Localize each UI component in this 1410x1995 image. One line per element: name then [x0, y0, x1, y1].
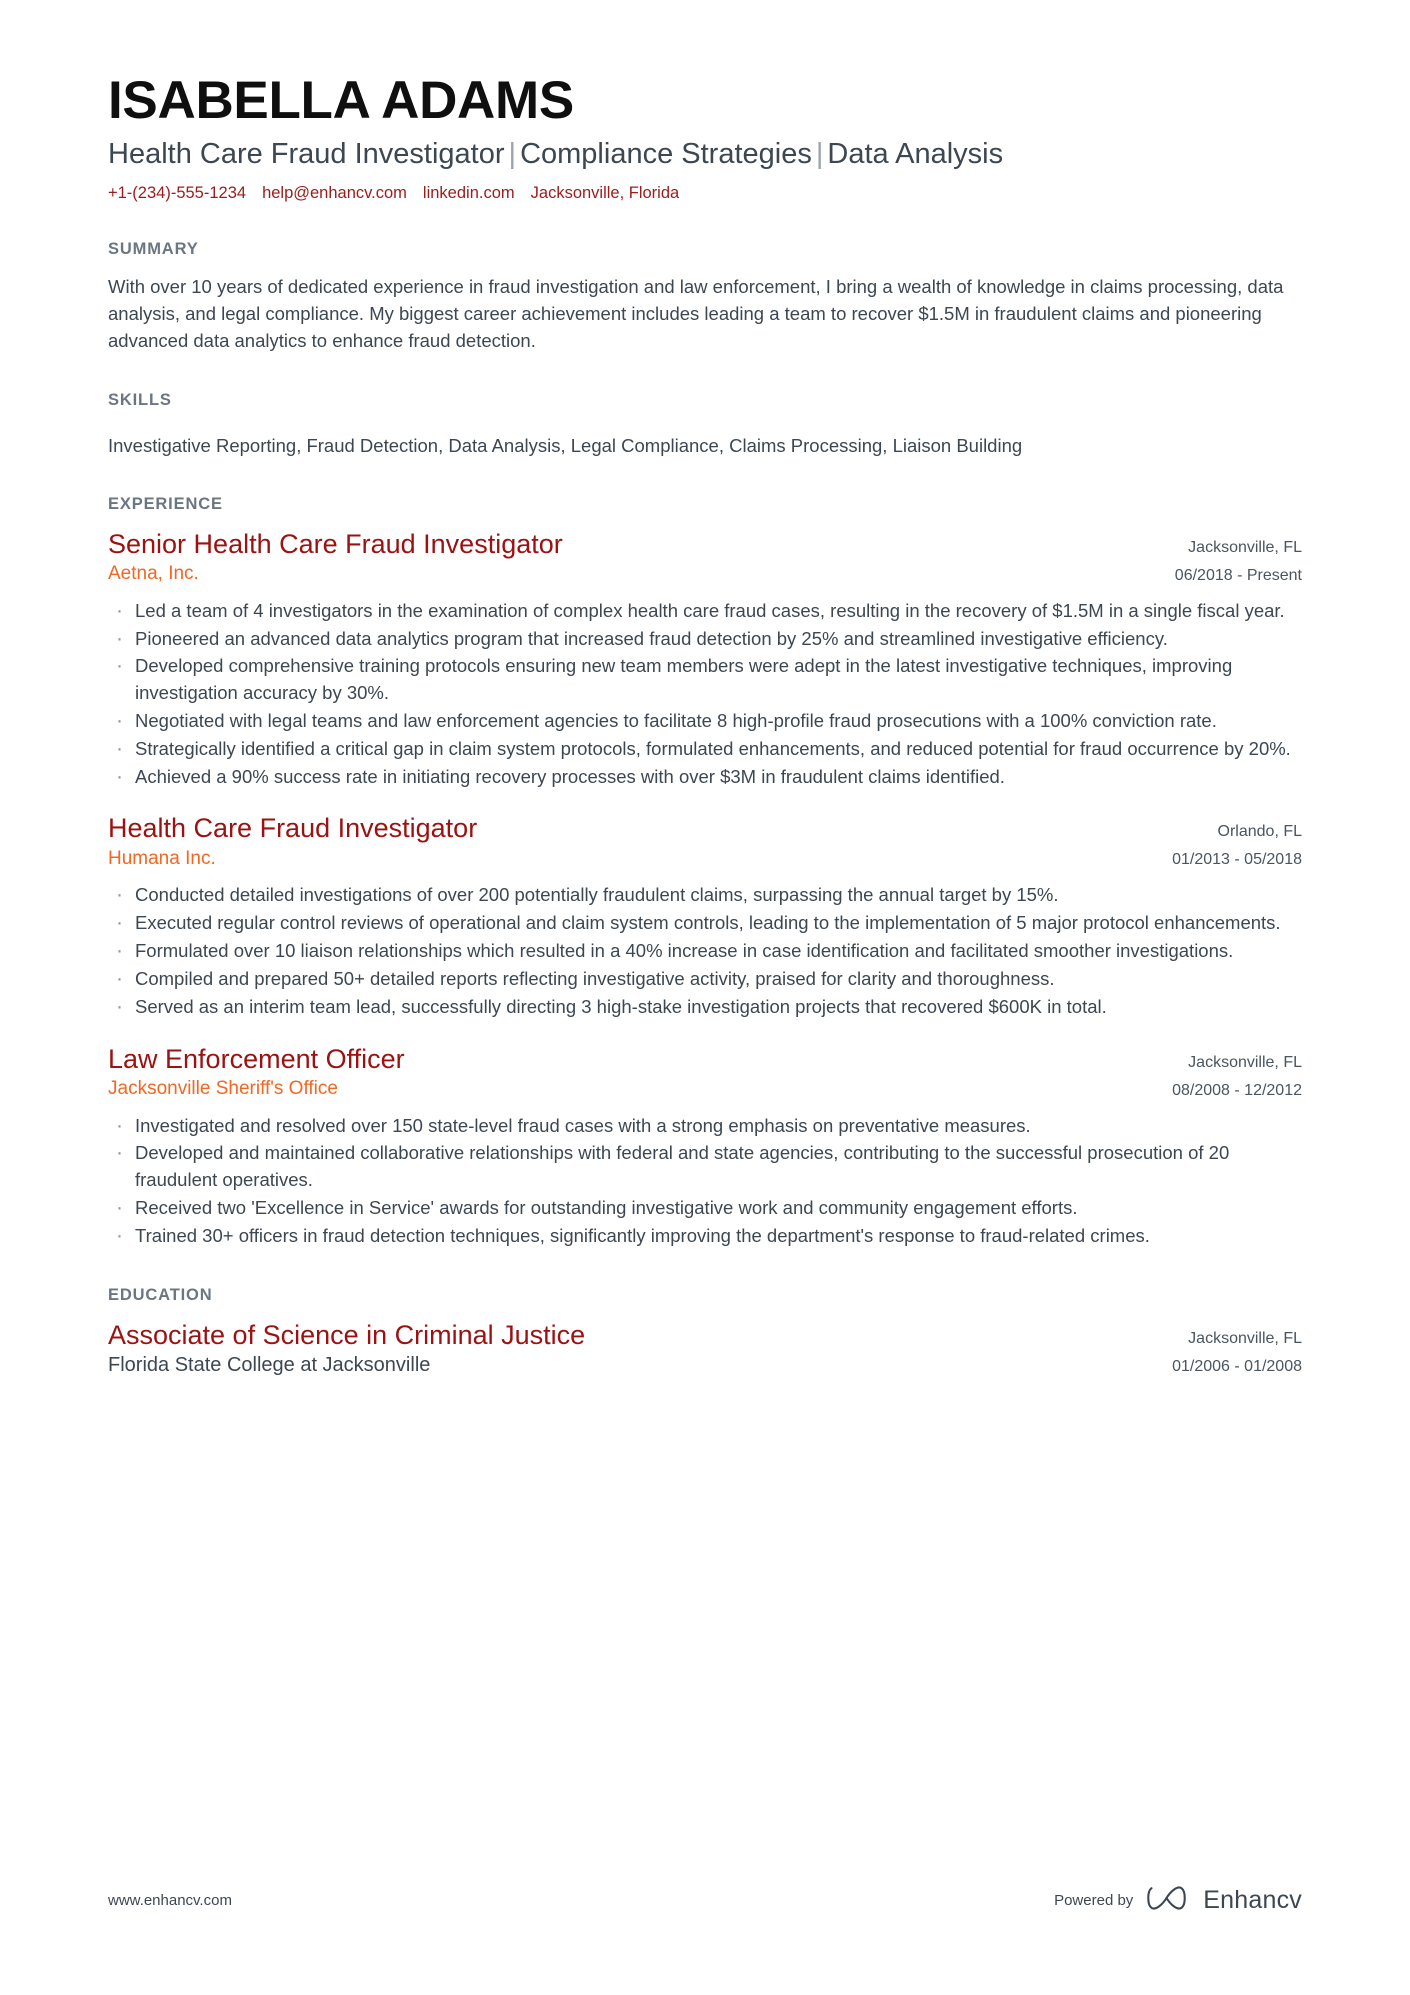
job-location: Jacksonville, FL — [1188, 1053, 1302, 1071]
section-title-summary: SUMMARY — [108, 240, 199, 259]
enhancv-loop-logo-icon — [1145, 1884, 1191, 1917]
job-bullets — [108, 1113, 1302, 1250]
job-bullet: · Received two 'Excellence in Service' awards for outstanding investigative work and community engagement efforts. — [108, 1195, 1302, 1222]
job-bullet: · Achieved a 90% success rate in initiating recovery processes with over $3M in fraudulent claims identified. — [108, 764, 1302, 791]
section-experience — [108, 495, 1302, 1250]
job-dates: 06/2018 - Present — [1174, 566, 1302, 584]
education-entry-meta — [1172, 1319, 1302, 1381]
job-title: Law Enforcement Officer — [108, 1043, 405, 1074]
experience-entry-meta — [1175, 528, 1302, 590]
job-bullet: · Developed comprehensive training protocols ensuring new team members were adept in the latest investigative techniques, improving investigation accuracy by 30%. — [108, 653, 1302, 707]
job-dates: 08/2008 - 12/2012 — [1172, 1081, 1302, 1099]
experience-entry-meta — [1172, 1043, 1302, 1105]
job-bullet: · Compiled and prepared 50+ detailed reports reflecting investigative activity, praised for clarity and thoroughness. — [108, 966, 1302, 993]
education-entry — [108, 1319, 1302, 1381]
experience-entry-header — [108, 528, 1302, 590]
school-name: Florida State College at Jacksonville — [108, 1354, 431, 1376]
job-bullet: · Led a team of 4 investigators in the examination of complex health care fraud cases, resulting in the recovery of $1.5M in a single fiscal year. — [108, 598, 1302, 625]
footer-website-url[interactable]: www.enhancv.com — [108, 1892, 232, 1909]
job-bullets — [108, 882, 1302, 1020]
contact-email[interactable]: help@enhancv.com — [262, 183, 407, 202]
degree-title: Associate of Science in Criminal Justice — [108, 1319, 586, 1350]
experience-entry-header — [108, 1043, 1302, 1105]
job-bullet: · Served as an interim team lead, successfully directing 3 high-stake investigation projects that recovered $600K in total. — [108, 994, 1302, 1021]
experience-entry — [108, 1043, 1302, 1250]
headline-part-3: Data Analysis — [827, 138, 1004, 171]
section-title-education: EDUCATION — [108, 1285, 213, 1304]
candidate-headline — [108, 137, 1302, 172]
headline-separator-icon: | — [815, 138, 824, 171]
contact-row — [108, 183, 1302, 204]
experience-entry-meta — [1172, 812, 1302, 874]
page-footer — [108, 1884, 1302, 1917]
job-bullet: · Executed regular control reviews of operational and claim system controls, leading to the implementation of 5 major protocol enhancements. — [108, 910, 1302, 937]
job-bullet: · Investigated and resolved over 150 state-level fraud cases with a strong emphasis on preventative measures. — [108, 1113, 1302, 1140]
job-bullet: · Developed and maintained collaborative relationships with federal and state agencies, contributing to the successful prosecution of 20 fraudulent operatives. — [108, 1140, 1302, 1194]
headline-separator-icon: | — [508, 138, 517, 171]
section-skills — [108, 391, 1302, 459]
experience-entry — [108, 528, 1302, 791]
experience-entry — [108, 812, 1302, 1020]
enhancv-brand-name: Enhancv — [1203, 1886, 1302, 1914]
job-bullet: · Trained 30+ officers in fraud detection techniques, significantly improving the department's response to fraud-related crimes. — [108, 1223, 1302, 1250]
experience-entry-left — [108, 812, 1172, 870]
headline-part-1: Health Care Fraud Investigator — [108, 138, 505, 171]
contact-location: Jacksonville, Florida — [530, 183, 680, 202]
candidate-name: ISABELLA ADAMS — [108, 71, 574, 130]
job-dates: 01/2013 - 05/2018 — [1172, 851, 1302, 869]
school-dates: 01/2006 - 01/2008 — [1172, 1357, 1302, 1375]
contact-linkedin[interactable]: linkedin.com — [422, 183, 515, 202]
powered-by-label: Powered by — [1054, 1892, 1134, 1909]
section-summary — [108, 240, 1302, 355]
education-entry-left — [108, 1319, 1172, 1378]
job-bullet: · Formulated over 10 liaison relationships which resulted in a 40% increase in case identification and facilitated smoother investigations. — [108, 938, 1302, 965]
job-bullets — [108, 598, 1302, 791]
resume-header — [108, 72, 1302, 204]
job-bullet: · Conducted detailed investigations of over 200 potentially fraudulent claims, surpassing the annual target by 15%. — [108, 882, 1302, 909]
school-location: Jacksonville, FL — [1188, 1329, 1302, 1347]
job-title: Senior Health Care Fraud Investigator — [108, 528, 563, 559]
experience-entry-left — [108, 1043, 1172, 1101]
company-name: Jacksonville Sheriff's Office — [108, 1077, 338, 1099]
experience-entry-left — [108, 528, 1175, 586]
job-bullet: · Negotiated with legal teams and law enforcement agencies to facilitate 8 high-profile fraud prosecutions with a 100% conviction rate. — [108, 708, 1302, 735]
summary-text: With over 10 years of dedicated experience in fraud investigation and law enforcement, I bring a wealth of knowledge in claims processing, data analysis, and legal compliance. My biggest career achievement includes leading a team to recover $1.5M in fraudulent claims and pioneering advanced data analytics to enhance fraud detection. — [108, 276, 1284, 352]
job-location: Jacksonville, FL — [1188, 538, 1302, 556]
headline-part-2: Compliance Strategies — [520, 138, 812, 171]
section-title-skills: SKILLS — [108, 390, 172, 409]
company-name: Humana Inc. — [108, 847, 216, 869]
contact-phone[interactable]: +1-(234)-555-1234 — [108, 183, 247, 202]
job-location: Orlando, FL — [1217, 823, 1302, 841]
section-title-experience: EXPERIENCE — [108, 494, 223, 513]
education-entry-header — [108, 1319, 1302, 1381]
company-name: Aetna, Inc. — [108, 563, 199, 585]
footer-branding — [1054, 1884, 1302, 1917]
job-title: Health Care Fraud Investigator — [108, 813, 478, 844]
job-bullet: · Pioneered an advanced data analytics program that increased fraud detection by 25% and streamlined investigative efficiency. — [108, 626, 1302, 653]
job-bullet: · Strategically identified a critical gap in claim system protocols, formulated enhancements, and reduced potential for fraud occurrence by 20%. — [108, 736, 1302, 763]
experience-entry-header — [108, 812, 1302, 874]
section-education — [108, 1286, 1302, 1381]
skills-list: Investigative Reporting, Fraud Detection, Data Analysis, Legal Compliance, Claims Processing, Liaison Building — [108, 434, 1023, 456]
